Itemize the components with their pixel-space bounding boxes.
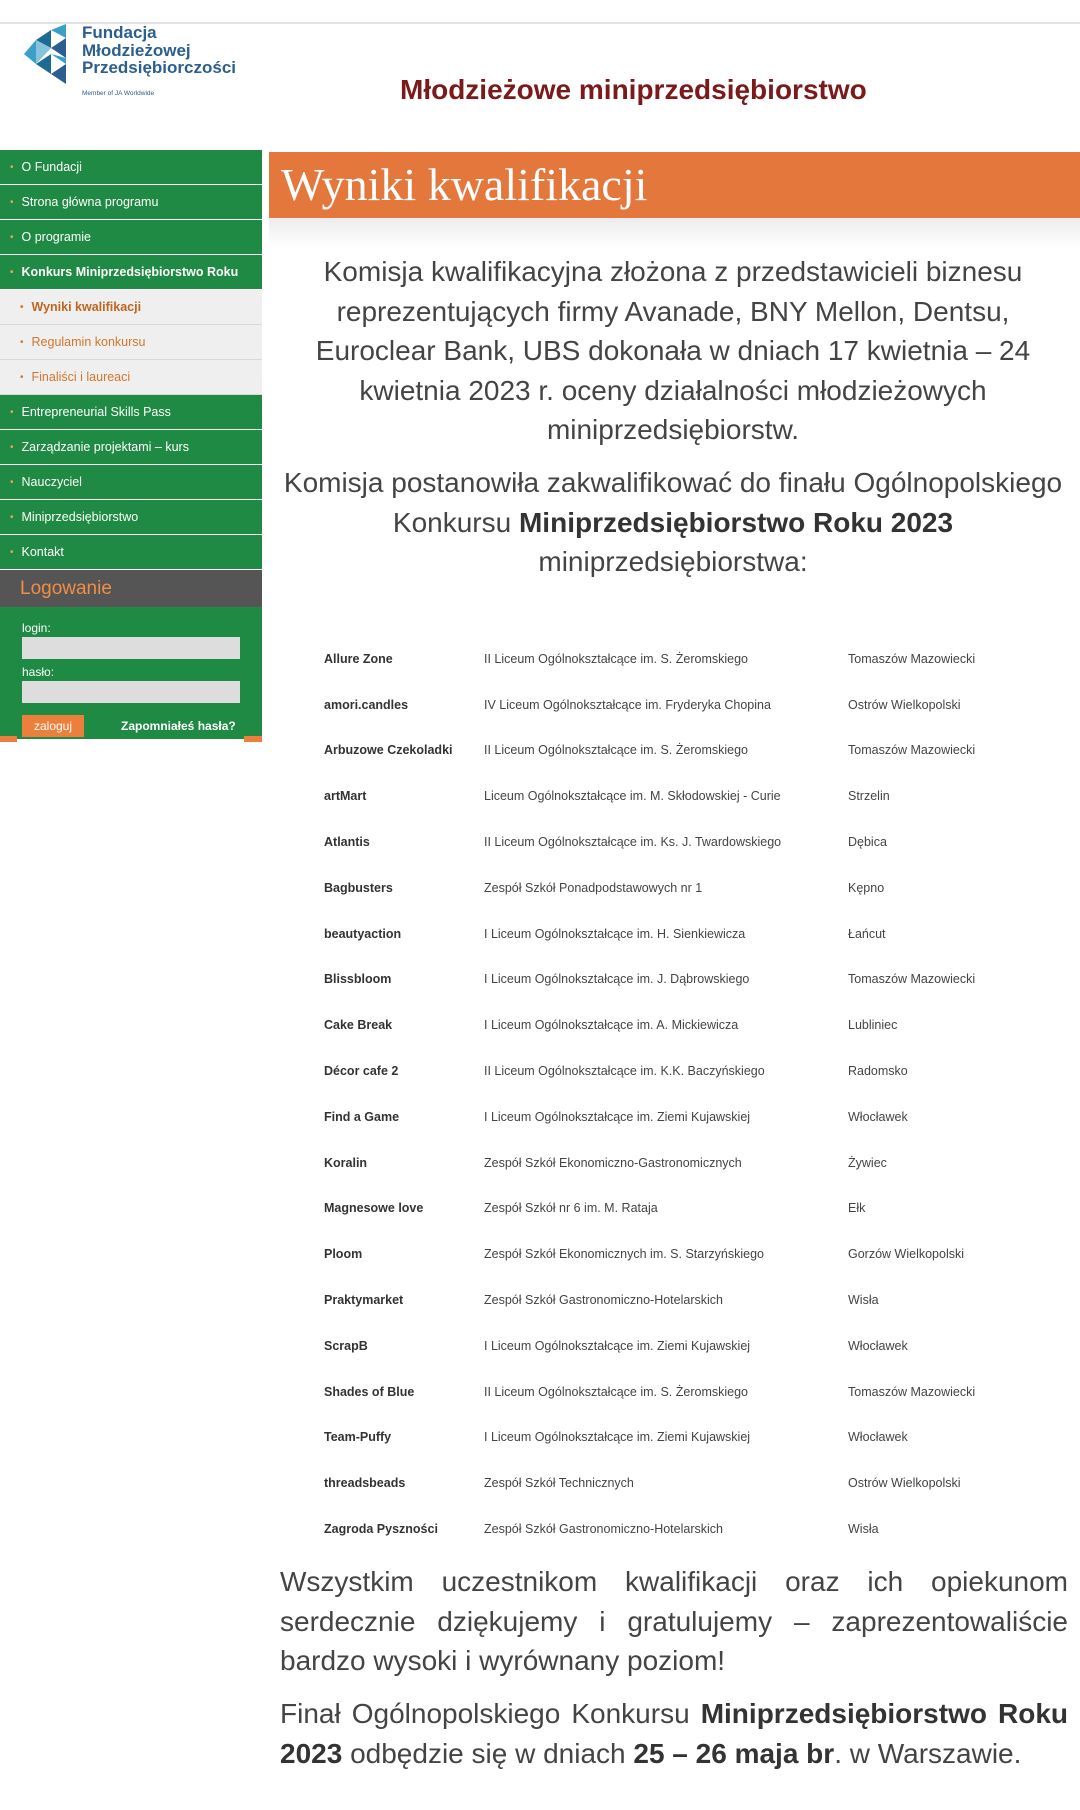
city-cell: Ełk: [848, 1201, 866, 1216]
school-name-cell: I Liceum Ogólnokształcące im. A. Mickiewicza: [484, 1018, 739, 1033]
company-name-cell: Koralin: [324, 1155, 368, 1170]
sidebar-subitem-regulamin[interactable]: [0, 325, 262, 360]
table-row: [324, 1415, 1048, 1461]
school-name-cell: Liceum Ogólnokształcące im. M. Skłodowskiej - Curie: [484, 789, 781, 804]
company-name-cell: Allure Zone: [324, 651, 393, 666]
school-name-cell: Zespół Szkół Ekonomiczno-Gastronomicznych: [484, 1155, 742, 1170]
table-row: [324, 957, 1048, 1003]
sidebar-subitem-wyniki[interactable]: [0, 290, 262, 325]
school-name-cell: Zespół Szkół nr 6 im. M. Rataja: [484, 1201, 658, 1216]
competition-name: Miniprzedsiębiorstwo Roku 2023: [280, 1698, 1068, 1769]
bullet-icon: •: [10, 546, 14, 558]
page-title-banner: [269, 152, 1080, 218]
company-name-cell: Bagbusters: [324, 880, 393, 895]
city-cell: Włocławek: [848, 1430, 908, 1445]
sidebar-item-o-fundacji[interactable]: [0, 150, 262, 185]
sidebar: [0, 150, 262, 745]
table-row: [324, 773, 1048, 819]
logo-line: Fundacja: [82, 23, 157, 42]
password-input[interactable]: [22, 681, 240, 703]
login-edge-left: [0, 736, 17, 742]
school-name-cell: II Liceum Ogólnokształcące im. Ks. J. Twardowskiego: [484, 835, 782, 850]
table-row: [324, 1140, 1048, 1186]
bullet-icon: •: [20, 336, 24, 348]
school-name-cell: Zespół Szkół Technicznych: [484, 1476, 634, 1491]
company-name-cell: Blissbloom: [324, 972, 392, 987]
table-row: [324, 819, 1048, 865]
intro-paragraph: Komisja kwalifikacyjna złożona z przedstawicieli biznesu reprezentujących firmy Avanade, BNY Mellon, Dentsu, Euroclear Bank, UBS dokonała w dniach 17 kwietnia – 24 kwietnia 2023 r. oceny działalności młodzieżowych miniprzedsiębiorstw.: [315, 256, 1031, 445]
qualification-text: miniprzedsiębiorstwa:: [538, 546, 808, 577]
sidebar-item-label: Entrepreneurial Skills Pass: [21, 405, 171, 419]
company-name-cell: Find a Game: [324, 1109, 400, 1124]
table-row: [324, 1094, 1048, 1140]
sidebar-item-miniprzedsiebiorstwo[interactable]: [0, 500, 262, 535]
sidebar-item-konkurs[interactable]: [0, 255, 262, 290]
city-cell: Strzelin: [848, 789, 890, 804]
school-name-cell: I Liceum Ogólnokształcące im. J. Dąbrowskiego: [484, 972, 750, 987]
school-name-cell: I Liceum Ogólnokształcące im. Ziemi Kujawskiej: [484, 1109, 751, 1124]
city-cell: Wisła: [848, 1522, 879, 1537]
city-cell: Tomaszów Mazowiecki: [848, 651, 976, 666]
company-name-cell: Cake Break: [324, 1018, 393, 1033]
bullet-icon: •: [10, 161, 14, 173]
city-cell: Kępno: [848, 880, 885, 895]
sidebar-item-nauczyciel[interactable]: [0, 465, 262, 500]
company-name-cell: Zagroda Pyszności: [324, 1522, 438, 1537]
bullet-icon: •: [10, 406, 14, 418]
table-row: [324, 1277, 1048, 1323]
table-row: [324, 865, 1048, 911]
sidebar-item-label: O Fundacji: [21, 160, 82, 174]
school-name-cell: Zespół Szkół Ekonomicznych im. S. Starzyńskiego: [484, 1247, 764, 1262]
password-label: hasło:: [22, 665, 55, 679]
final-text: odbędzie się w dniach: [342, 1737, 634, 1769]
city-cell: Tomaszów Mazowiecki: [848, 1384, 976, 1399]
final-text: Finał Ogólnopolskiego Konkursu: [280, 1698, 701, 1729]
table-row: [324, 1186, 1048, 1232]
thanks-paragraph: Wszystkim uczestnikom kwalifikacji oraz ich opiekunom serdecznie dziękujemy i gratulujemy – zaprezentowaliście bardzo wysoki i wyrównany poziom!: [280, 1566, 1068, 1676]
school-name-cell: IV Liceum Ogólnokształcące im. Fryderyka Chopina: [484, 697, 771, 712]
final-date: 25 – 26 maja br: [633, 1737, 835, 1769]
sidebar-item-o-programie[interactable]: [0, 220, 262, 255]
city-cell: Ostrów Wielkopolski: [848, 1476, 961, 1491]
table-row: [324, 1048, 1048, 1094]
table-row: [324, 682, 1048, 728]
logo-line: Przedsiębiorczości: [82, 58, 237, 77]
city-cell: Włocławek: [848, 1109, 908, 1124]
company-name-cell: Team-Puffy: [324, 1430, 392, 1445]
table-row: [324, 1506, 1048, 1552]
company-name-cell: Magnesowe love: [324, 1201, 424, 1216]
bullet-icon: •: [10, 511, 14, 523]
table-row: [324, 728, 1048, 774]
login-label: login:: [22, 621, 51, 635]
city-cell: Włocławek: [848, 1338, 908, 1353]
logo-member-text: Member of JA Worldwide: [82, 90, 155, 97]
sidebar-item-label: Regulamin konkursu: [31, 335, 146, 349]
logo-text: [82, 24, 236, 77]
logo-triangles-icon: [24, 24, 78, 84]
company-name-cell: amori.candles: [324, 697, 409, 712]
company-name-cell: artMart: [324, 789, 367, 804]
school-name-cell: I Liceum Ogólnokształcące im. Ziemi Kujawskiej: [484, 1338, 751, 1353]
page-title: Wyniki kwalifikacji: [281, 159, 648, 210]
bullet-icon: •: [20, 371, 24, 383]
final-text: . w Warszawie.: [834, 1737, 1022, 1769]
school-name-cell: II Liceum Ogólnokształcące im. S. Żeromskiego: [484, 651, 748, 666]
final-paragraph: [280, 1694, 1068, 1773]
login-edge-right: [244, 736, 262, 742]
sidebar-item-zarzadzanie[interactable]: [0, 430, 262, 465]
company-name-cell: ScrapB: [324, 1338, 368, 1353]
company-name-cell: Arbuzowe Czekoladki: [324, 743, 453, 758]
sidebar-item-esp[interactable]: [0, 395, 262, 430]
banner-shadow: [269, 218, 1080, 248]
company-name-cell: Shades of Blue: [324, 1384, 415, 1399]
bullet-icon: •: [10, 231, 14, 243]
company-name-cell: beautyaction: [324, 926, 402, 941]
table-row: [324, 1323, 1048, 1369]
foundation-logo[interactable]: [24, 24, 264, 104]
table-row: [324, 1460, 1048, 1506]
qualification-text: Komisja postanowiła zakwalifikować do finału Ogólnopolskiego Konkursu: [283, 467, 1063, 538]
login-heading: Logowanie: [0, 570, 262, 607]
site-title: Młodzieżowe miniprzedsiębiorstwo: [400, 74, 867, 105]
sidebar-item-label: Konkurs Miniprzedsiębiorstwo Roku: [21, 265, 239, 279]
city-cell: Tomaszów Mazowiecki: [848, 743, 976, 758]
table-row: [324, 1002, 1048, 1048]
bullet-icon: •: [10, 476, 14, 488]
sidebar-item-label: Zarządzanie projektami – kurs: [21, 440, 189, 454]
school-name-cell: I Liceum Ogólnokształcące im. Ziemi Kujawskiej: [484, 1430, 751, 1445]
company-name-cell: Décor cafe 2: [324, 1064, 399, 1079]
sidebar-item-label: Finaliści i laureaci: [31, 370, 131, 384]
login-input[interactable]: [22, 637, 240, 659]
city-cell: Ostrów Wielkopolski: [848, 697, 961, 712]
school-name-cell: II Liceum Ogólnokształcące im. S. Żeromskiego: [484, 1384, 748, 1399]
city-cell: Gorzów Wielkopolski: [848, 1247, 965, 1262]
login-button[interactable]: zaloguj: [22, 715, 84, 737]
bullet-icon: •: [10, 196, 14, 208]
results-table: [324, 636, 1048, 1552]
competition-name: Miniprzedsiębiorstwo Roku 2023: [518, 506, 954, 538]
sidebar-item-kontakt[interactable]: [0, 535, 262, 570]
city-cell: Radomsko: [848, 1064, 908, 1079]
school-name-cell: II Liceum Ogólnokształcące im. K.K. Baczyńskiego: [484, 1064, 765, 1079]
sidebar-item-label: Nauczyciel: [21, 475, 82, 489]
city-cell: Żywiec: [848, 1155, 887, 1170]
logo-line: Młodzieżowej: [82, 40, 191, 60]
company-name-cell: Ploom: [324, 1247, 363, 1262]
table-row: [324, 636, 1048, 682]
table-row: [324, 1231, 1048, 1277]
sidebar-item-strona-glowna[interactable]: [0, 185, 262, 220]
city-cell: Dębica: [848, 835, 887, 850]
school-name-cell: II Liceum Ogólnokształcące im. S. Żeromskiego: [484, 743, 748, 758]
company-name-cell: Praktymarket: [324, 1293, 404, 1308]
sidebar-subitem-finalisci[interactable]: [0, 360, 262, 395]
login-form: [0, 607, 262, 745]
company-name-cell: threadsbeads: [324, 1476, 406, 1491]
bullet-icon: •: [10, 441, 14, 453]
company-name-cell: Atlantis: [324, 835, 370, 850]
school-name-cell: Zespół Szkół Ponadpodstawowych nr 1: [484, 880, 703, 895]
city-cell: Lubliniec: [848, 1018, 898, 1033]
forgot-password-link[interactable]: Zapomniałeś hasła?: [121, 719, 236, 733]
city-cell: Tomaszów Mazowiecki: [848, 972, 976, 987]
sidebar-item-label: Kontakt: [21, 545, 64, 559]
school-name-cell: Zespół Szkół Gastronomiczno-Hotelarskich: [484, 1293, 723, 1308]
sidebar-item-label: O programie: [21, 230, 91, 244]
city-cell: Łańcut: [848, 926, 886, 941]
sidebar-item-label: Wyniki kwalifikacji: [31, 300, 142, 314]
bullet-icon: •: [20, 301, 24, 313]
qualification-paragraph: [278, 463, 1068, 582]
sidebar-item-label: Miniprzedsiębiorstwo: [21, 510, 139, 524]
city-cell: Wisła: [848, 1293, 879, 1308]
school-name-cell: Zespół Szkół Gastronomiczno-Hotelarskich: [484, 1522, 723, 1537]
bullet-icon: •: [10, 266, 14, 278]
sidebar-item-label: Strona główna programu: [21, 195, 159, 209]
table-row: [324, 911, 1048, 957]
table-row: [324, 1369, 1048, 1415]
school-name-cell: I Liceum Ogólnokształcące im. H. Sienkiewicza: [484, 926, 746, 941]
